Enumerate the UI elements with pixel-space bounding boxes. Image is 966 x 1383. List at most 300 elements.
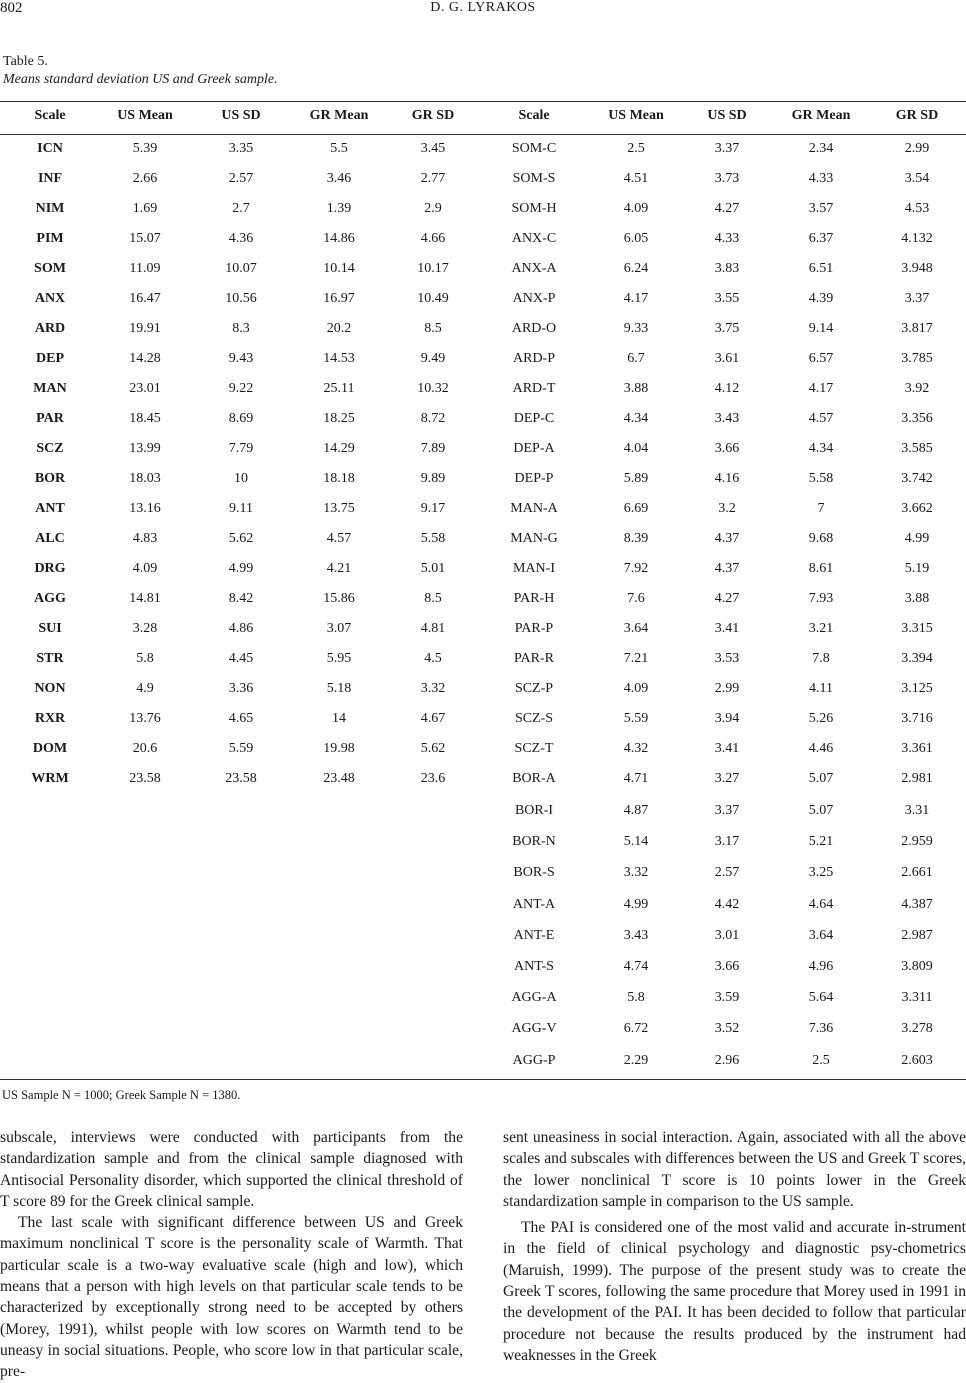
cell-gr-mean: 4.11	[809, 681, 833, 696]
cell-us-sd: 4.16	[714, 471, 740, 486]
cell-scale: ANT-E	[513, 927, 555, 943]
cell-scale: SUI	[38, 621, 62, 636]
cell-us-mean: 13.99	[129, 441, 161, 456]
cell-us-mean: 18.45	[129, 411, 161, 426]
cell-us-mean: 5.89	[623, 471, 649, 486]
cell-gr-mean: 25.11	[323, 381, 355, 396]
cell-gr-sd: 4.53	[904, 201, 930, 216]
cell-gr-mean: 10.14	[323, 261, 355, 276]
cell-scale: SCZ-T	[514, 741, 554, 756]
cell-gr-mean: 4.57	[808, 411, 834, 426]
cell-gr-sd: 2.9	[424, 201, 442, 216]
cell-gr-sd: 3.311	[901, 990, 933, 1006]
table-top-rule	[0, 101, 966, 102]
cell-us-sd: 4.12	[714, 381, 740, 396]
cell-us-mean: 5.8	[136, 651, 154, 666]
cell-us-mean: 9.33	[623, 321, 649, 336]
cell-scale: SCZ-S	[514, 711, 554, 726]
cell-us-mean: 6.72	[623, 1021, 649, 1037]
cell-us-sd: 3.37	[714, 141, 740, 156]
cell-us-mean: 4.71	[623, 771, 649, 786]
table-caption-label: Table 5.	[3, 54, 48, 69]
cell-us-sd: 4.27	[714, 201, 740, 216]
cell-scale: MAN-G	[510, 531, 558, 546]
cell-us-sd: 3.27	[714, 771, 740, 786]
cell-gr-sd: 3.315	[901, 621, 933, 636]
cell-gr-mean: 14.86	[323, 231, 355, 246]
cell-us-sd: 3.36	[228, 681, 254, 696]
cell-gr-mean: 2.34	[808, 141, 834, 156]
cell-us-mean: 11.09	[129, 261, 161, 276]
cell-us-mean: 4.32	[623, 741, 649, 756]
cell-scale: SOM	[34, 261, 66, 276]
cell-gr-sd: 3.817	[901, 321, 933, 336]
cell-gr-sd: 2.987	[901, 927, 933, 943]
table-row	[0, 771, 966, 791]
cell-scale: PAR-R	[514, 651, 554, 666]
cell-us-mean: 4.09	[623, 201, 649, 216]
cell-us-sd: 4.37	[714, 561, 740, 576]
cell-gr-sd: 3.125	[901, 681, 933, 696]
cell-gr-mean: 19.98	[323, 741, 355, 756]
cell-scale: AGG	[34, 591, 66, 606]
cell-gr-mean: 5.21	[808, 834, 834, 850]
cell-scale: ANX-C	[511, 231, 557, 246]
cell-us-mean: 5.59	[623, 711, 649, 726]
cell-us-mean: 20.6	[132, 741, 158, 756]
cell-scale: SOM-C	[511, 141, 557, 156]
cell-gr-sd: 2.661	[901, 865, 933, 881]
table-row	[0, 291, 966, 311]
cell-us-mean: 19.91	[129, 321, 161, 336]
cell-us-sd: 3.17	[714, 834, 740, 850]
table-row	[0, 990, 966, 1010]
cell-scale: ICN	[37, 141, 63, 156]
cell-us-sd: 2.57	[714, 865, 740, 881]
cell-us-sd: 3.2	[718, 501, 736, 516]
cell-gr-mean: 3.57	[808, 201, 834, 216]
cell-gr-sd: 5.58	[420, 531, 446, 546]
cell-us-sd: 3.73	[714, 171, 740, 186]
cell-gr-mean: 16.97	[323, 291, 355, 306]
cell-us-sd: 3.55	[714, 291, 740, 306]
cell-gr-mean: 3.21	[808, 621, 834, 636]
table-row	[0, 865, 966, 885]
table-row	[0, 834, 966, 854]
cell-gr-sd: 3.394	[901, 651, 933, 666]
cell-gr-sd: 2.99	[904, 141, 930, 156]
cell-gr-mean: 5.95	[326, 651, 352, 666]
cell-scale: SOM-H	[511, 201, 557, 216]
cell-gr-mean: 4.34	[808, 441, 834, 456]
cell-us-sd: 10	[234, 471, 248, 486]
cell-us-mean: 5.14	[623, 834, 649, 850]
table-row	[0, 261, 966, 281]
cell-us-sd: 9.22	[228, 381, 254, 396]
cell-gr-mean: 5.07	[808, 771, 834, 786]
cell-us-mean: 8.39	[623, 531, 649, 546]
cell-us-sd: 3.53	[714, 651, 740, 666]
cell-gr-mean: 2.5	[812, 1052, 830, 1068]
cell-us-mean: 4.87	[623, 803, 649, 818]
table-row	[0, 351, 966, 371]
table-row	[0, 561, 966, 581]
cell-us-mean: 3.28	[132, 621, 158, 636]
table-row	[0, 803, 966, 823]
cell-us-mean: 14.28	[129, 351, 161, 366]
cell-gr-sd: 3.45	[420, 141, 446, 156]
table-row	[0, 441, 966, 461]
cell-scale: DEP-P	[514, 471, 554, 486]
table-row	[0, 897, 966, 917]
cell-us-mean: 7.6	[627, 591, 645, 606]
table-row	[0, 591, 966, 611]
table-row	[0, 501, 966, 521]
header-gr-sd: GR SD	[411, 108, 455, 123]
cell-us-mean: 4.09	[623, 681, 649, 696]
cell-scale: BOR-A	[512, 771, 556, 786]
table-row	[0, 321, 966, 341]
cell-us-mean: 16.47	[129, 291, 161, 306]
cell-us-mean: 2.5	[627, 141, 645, 156]
cell-gr-mean: 4.46	[808, 741, 834, 756]
cell-gr-sd: 3.54	[904, 171, 930, 186]
cell-gr-sd: 3.356	[901, 411, 933, 426]
header-us-mean: US Mean	[117, 108, 173, 123]
cell-gr-mean: 8.61	[808, 561, 834, 576]
table-header-row	[0, 108, 966, 128]
table-row	[0, 141, 966, 161]
cell-scale: DRG	[34, 561, 66, 576]
cell-us-mean: 13.16	[129, 501, 161, 516]
cell-scale: WRM	[31, 771, 69, 786]
cell-us-mean: 5.39	[132, 141, 158, 156]
cell-gr-sd: 9.17	[420, 501, 446, 516]
cell-us-mean: 15.07	[129, 231, 161, 246]
cell-us-sd: 2.7	[232, 201, 250, 216]
cell-us-sd: 2.99	[714, 681, 740, 696]
cell-gr-sd: 8.72	[420, 411, 446, 426]
cell-us-sd: 3.01	[714, 927, 740, 943]
running-head: D. G. LYRAKOS	[430, 0, 536, 15]
cell-gr-sd: 3.585	[901, 441, 933, 456]
cell-scale: ANX-P	[512, 291, 556, 306]
cell-gr-sd: 4.387	[901, 896, 933, 912]
cell-us-mean: 18.03	[129, 471, 161, 486]
cell-gr-mean: 9.14	[808, 321, 834, 336]
cell-gr-mean: 18.25	[323, 411, 355, 426]
cell-scale: RXR	[34, 711, 66, 726]
cell-gr-mean: 3.46	[326, 171, 352, 186]
header-gr-mean: GR Mean	[791, 108, 851, 123]
cell-gr-mean: 13.75	[323, 501, 355, 516]
cell-gr-sd: 9.89	[420, 471, 446, 486]
cell-gr-mean: 23.48	[323, 771, 355, 786]
table-row	[0, 171, 966, 191]
table-note: US Sample N = 1000; Greek Sample N = 1380.	[2, 1088, 241, 1102]
cell-gr-mean: 4.57	[326, 531, 352, 546]
cell-scale: MAN-A	[510, 501, 558, 516]
header-gr-sd: GR SD	[895, 108, 939, 123]
cell-gr-mean: 20.2	[326, 321, 352, 336]
cell-us-mean: 4.74	[623, 959, 649, 974]
cell-gr-sd: 2.603	[901, 1052, 933, 1068]
cell-gr-sd: 9.49	[420, 351, 446, 366]
table-header-rule	[0, 134, 966, 135]
cell-gr-mean: 7.93	[808, 591, 834, 606]
cell-gr-sd: 3.809	[901, 959, 933, 974]
cell-gr-sd: 3.92	[904, 381, 930, 396]
cell-scale: AGG-A	[511, 990, 557, 1006]
table-row	[0, 1021, 966, 1041]
cell-scale: SOM-S	[512, 171, 556, 186]
cell-gr-sd: 3.32	[420, 681, 446, 696]
body-paragraph: sent uneasiness in social interaction. Again, associated with all the above scales and subscales with differences between the US and Greek T scores, the lower nonclinical T score is 10 points lower in the Greek standardization sample in comparison to the US sample.	[503, 1129, 966, 1210]
cell-gr-sd: 3.361	[901, 741, 933, 756]
cell-gr-mean: 5.5	[330, 141, 348, 156]
header-us-sd: US SD	[707, 108, 747, 123]
cell-scale: NIM	[35, 201, 65, 216]
cell-us-mean: 3.43	[623, 927, 649, 943]
cell-gr-sd: 4.132	[901, 231, 933, 246]
cell-us-mean: 7.21	[623, 651, 649, 666]
cell-gr-sd: 4.99	[904, 531, 930, 546]
cell-us-sd: 4.27	[714, 591, 740, 606]
cell-us-mean: 23.58	[129, 771, 161, 786]
cell-gr-sd: 2.77	[420, 171, 446, 186]
cell-gr-mean: 14.29	[323, 441, 355, 456]
table-row	[0, 741, 966, 761]
header-scale: Scale	[34, 108, 66, 123]
cell-us-sd: 3.83	[714, 261, 740, 276]
cell-us-sd: 3.37	[714, 803, 740, 818]
cell-scale: AGG-V	[511, 1021, 557, 1037]
cell-gr-sd: 3.716	[901, 711, 933, 726]
cell-gr-mean: 4.21	[326, 561, 352, 576]
cell-us-mean: 2.29	[623, 1052, 649, 1068]
cell-gr-mean: 6.51	[808, 261, 834, 276]
cell-us-mean: 7.92	[623, 561, 649, 576]
cell-gr-sd: 5.62	[420, 741, 446, 756]
cell-gr-sd: 8.5	[424, 321, 442, 336]
cell-scale: NON	[34, 681, 66, 696]
body-paragraph: The PAI is considered one of the most valid and accurate in-strument in the field of clinical psychology and diagnostic psy-chometrics (Maruish, 1999). The purpose of the present study was to create the Greek T scores, following the same procedure that Morey used in 1991 in the development of the PAI. It has been decided to follow that particular procedure not because the results produced by the instrument had weaknesses in the Greek	[503, 1219, 966, 1364]
cell-gr-mean: 3.25	[808, 865, 834, 881]
cell-gr-sd: 2.959	[901, 834, 933, 850]
cell-scale: SCZ	[36, 441, 64, 456]
cell-us-sd: 3.61	[714, 351, 740, 366]
table-caption-title: Means standard deviation US and Greek sample.	[3, 72, 278, 87]
header-us-sd: US SD	[221, 108, 261, 123]
cell-us-sd: 4.65	[228, 711, 254, 726]
cell-scale: ARD-P	[512, 351, 556, 366]
cell-us-mean: 5.8	[627, 990, 645, 1006]
cell-gr-mean: 3.07	[326, 621, 352, 636]
cell-us-sd: 4.99	[228, 561, 254, 576]
body-paragraph: The last scale with significant difference between US and Greek maximum nonclinical T score is the personality scale of Warmth. That particular scale is a two-way evaluative scale (high and low), which means that a person with high levels on that particular scale tends to be characterized by exceptionally strong need to be accepted by others (Morey, 1991), whilst people with low scores on Warmth tend to be uneasy in social situations. People, who score low in that particular scale, pre-	[0, 1214, 463, 1381]
table-row	[0, 231, 966, 251]
cell-us-mean: 3.88	[623, 381, 649, 396]
cell-scale: SCZ-P	[514, 681, 554, 696]
cell-gr-sd: 4.81	[420, 621, 446, 636]
cell-us-sd: 10.07	[225, 261, 257, 276]
cell-us-sd: 3.35	[228, 141, 254, 156]
table-row	[0, 711, 966, 731]
cell-gr-mean: 4.17	[808, 381, 834, 396]
cell-us-mean: 4.04	[623, 441, 649, 456]
cell-us-mean: 3.64	[623, 621, 649, 636]
cell-gr-sd: 10.17	[417, 261, 449, 276]
cell-gr-mean: 5.58	[808, 471, 834, 486]
cell-scale: BOR-S	[513, 865, 555, 881]
cell-us-mean: 4.9	[136, 681, 154, 696]
table-row	[0, 651, 966, 671]
cell-gr-mean: 15.86	[323, 591, 355, 606]
cell-us-sd: 9.43	[228, 351, 254, 366]
cell-gr-mean: 6.37	[808, 231, 834, 246]
cell-us-sd: 8.3	[232, 321, 250, 336]
cell-gr-mean: 6.57	[808, 351, 834, 366]
cell-scale: PAR	[36, 411, 64, 426]
cell-scale: STR	[36, 651, 64, 666]
cell-gr-mean: 5.07	[808, 803, 834, 818]
cell-gr-sd: 5.01	[420, 561, 446, 576]
cell-gr-sd: 10.49	[417, 291, 449, 306]
cell-scale: BOR-I	[514, 803, 554, 818]
cell-us-sd: 3.41	[714, 741, 740, 756]
cell-gr-sd: 4.66	[420, 231, 446, 246]
cell-us-sd: 5.62	[228, 531, 254, 546]
cell-gr-sd: 7.89	[420, 441, 446, 456]
cell-scale: ANX-A	[511, 261, 557, 276]
cell-gr-mean: 1.39	[326, 201, 352, 216]
table-row	[0, 381, 966, 401]
cell-scale: PIM	[36, 231, 64, 246]
cell-scale: DOM	[32, 741, 68, 756]
cell-gr-mean: 5.18	[326, 681, 352, 696]
cell-gr-sd: 3.31	[904, 803, 930, 818]
header-scale: Scale	[518, 108, 550, 123]
cell-gr-mean: 7	[817, 501, 825, 516]
cell-scale: PAR-H	[513, 591, 555, 606]
cell-us-sd: 3.52	[714, 1021, 740, 1037]
table-row	[0, 621, 966, 641]
cell-us-sd: 3.94	[714, 711, 740, 726]
cell-gr-sd: 3.37	[904, 291, 930, 306]
cell-gr-mean: 7.36	[808, 1021, 834, 1037]
cell-us-mean: 4.99	[623, 896, 649, 912]
cell-us-sd: 4.42	[714, 896, 740, 912]
cell-gr-mean: 7.8	[812, 651, 830, 666]
cell-us-sd: 3.43	[714, 411, 740, 426]
cell-scale: ANX	[34, 291, 66, 306]
table-row	[0, 471, 966, 491]
cell-us-mean: 3.32	[623, 865, 649, 881]
table-row	[0, 681, 966, 701]
cell-us-mean: 6.24	[623, 261, 649, 276]
cell-gr-sd: 3.742	[901, 471, 933, 486]
cell-us-sd: 4.86	[228, 621, 254, 636]
cell-scale: BOR	[34, 471, 66, 486]
cell-gr-sd: 3.278	[901, 1021, 933, 1037]
cell-us-mean: 4.51	[623, 171, 649, 186]
cell-us-mean: 2.66	[132, 171, 158, 186]
cell-scale: BOR-N	[512, 834, 556, 850]
cell-us-mean: 6.05	[623, 231, 649, 246]
cell-us-sd: 4.45	[228, 651, 254, 666]
cell-us-sd: 2.96	[714, 1052, 740, 1068]
cell-scale: ANT	[35, 501, 65, 516]
cell-us-sd: 3.41	[714, 621, 740, 636]
cell-us-mean: 23.01	[129, 381, 161, 396]
body-column-right	[503, 1127, 966, 1366]
cell-gr-mean: 3.64	[808, 927, 834, 943]
cell-gr-sd: 10.32	[417, 381, 449, 396]
cell-us-sd: 8.69	[228, 411, 254, 426]
page-number: 802	[0, 0, 23, 16]
cell-gr-sd: 8.5	[424, 591, 442, 606]
cell-us-sd: 4.37	[714, 531, 740, 546]
cell-gr-mean: 5.64	[808, 990, 834, 1006]
cell-gr-sd: 4.5	[424, 651, 442, 666]
cell-us-mean: 1.69	[132, 201, 158, 216]
cell-scale: MAN-I	[513, 561, 555, 576]
cell-scale: MAN	[33, 381, 67, 396]
cell-gr-sd: 3.662	[901, 501, 933, 516]
header-us-mean: US Mean	[608, 108, 664, 123]
cell-us-sd: 23.58	[225, 771, 257, 786]
table-row	[0, 531, 966, 551]
cell-us-mean: 6.7	[627, 351, 645, 366]
cell-gr-sd: 3.948	[901, 261, 933, 276]
cell-gr-mean: 5.26	[808, 711, 834, 726]
cell-gr-mean: 14.53	[323, 351, 355, 366]
cell-scale: PAR-P	[514, 621, 554, 636]
cell-gr-sd: 2.981	[901, 771, 933, 786]
cell-gr-mean: 18.18	[323, 471, 355, 486]
cell-gr-mean: 4.39	[808, 291, 834, 306]
cell-us-sd: 9.11	[229, 501, 253, 516]
table-row	[0, 928, 966, 948]
cell-scale: ARD-O	[511, 321, 557, 336]
header-gr-mean: GR Mean	[309, 108, 369, 123]
body-column-left	[0, 1127, 463, 1383]
cell-us-sd: 2.57	[228, 171, 254, 186]
cell-scale: INF	[37, 171, 63, 186]
cell-scale: ARD	[34, 321, 66, 336]
cell-us-sd: 3.59	[714, 990, 740, 1006]
table-row	[0, 201, 966, 221]
cell-us-mean: 4.34	[623, 411, 649, 426]
cell-us-mean: 4.17	[623, 291, 649, 306]
body-paragraph: subscale, interviews were conducted with participants from the standardization sample and from the clinical sample diagnosed with Antisocial Personality disorder, which supported the clinical threshold of T score 89 for the Greek clinical sample.	[0, 1129, 463, 1210]
cell-us-mean: 14.81	[129, 591, 161, 606]
cell-scale: ALC	[35, 531, 65, 546]
cell-us-sd: 5.59	[228, 741, 254, 756]
cell-gr-sd: 5.19	[904, 561, 930, 576]
table-row	[0, 411, 966, 431]
table-row	[0, 1053, 966, 1073]
cell-scale: ARD-T	[512, 381, 556, 396]
cell-gr-mean: 4.96	[808, 959, 834, 974]
cell-us-mean: 4.83	[132, 531, 158, 546]
cell-us-mean: 4.09	[132, 561, 158, 576]
cell-gr-sd: 3.785	[901, 351, 933, 366]
cell-gr-sd: 3.88	[904, 591, 930, 606]
cell-scale: ANT-S	[514, 959, 554, 974]
cell-us-sd: 4.36	[228, 231, 254, 246]
cell-us-sd: 3.66	[714, 441, 740, 456]
